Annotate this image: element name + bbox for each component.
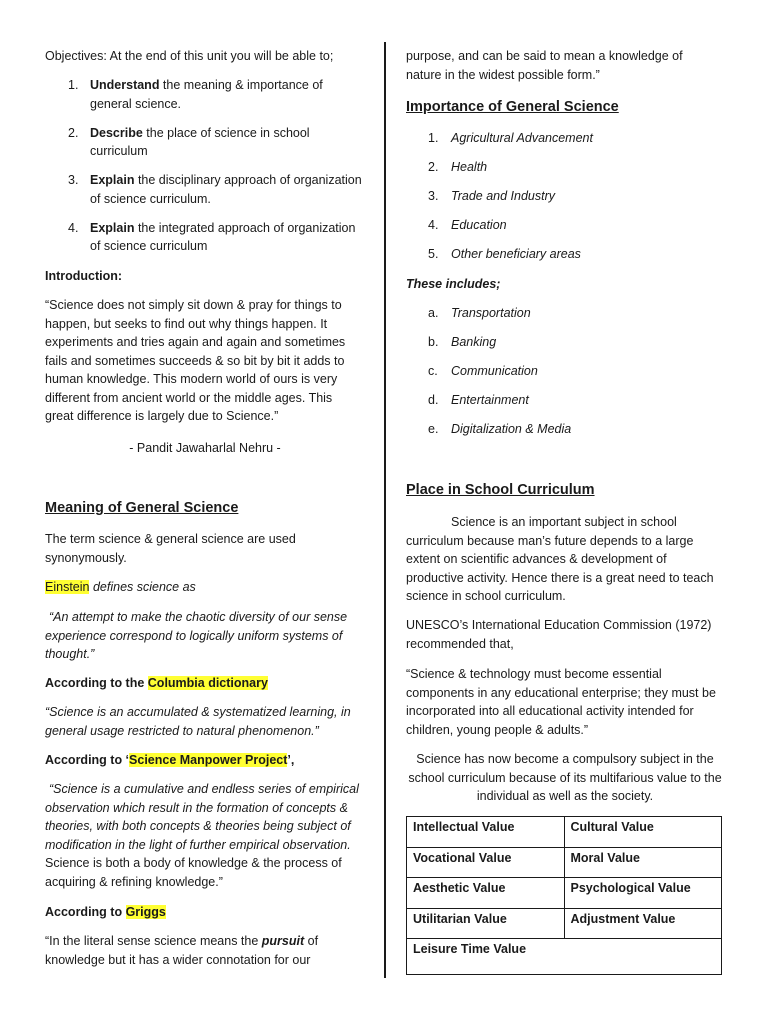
importance-item: 2. Health <box>428 160 488 174</box>
objectives-list <box>45 76 365 266</box>
introduction-heading: Introduction: <box>45 269 123 283</box>
nehru-attribution: - Pandit Jawaharlal Nehru - <box>129 441 281 455</box>
meaning-text: The term science & general science are used synonymously. <box>45 532 296 565</box>
table-row <box>407 878 722 909</box>
importance-item: 5. Other beneficiary areas <box>428 247 581 261</box>
includes-item: c. Communication <box>428 364 538 378</box>
columbia-line: According to the Columbia dictionary <box>45 676 268 690</box>
smp-line: According to ‘Science Manpower Project’, <box>45 753 295 767</box>
unesco-quote: “Science & technology must become essential components in any educational enterprise; they must be incorporated into all educational activity intended for children, young people & adults.” <box>406 667 716 737</box>
importance-list <box>406 129 726 274</box>
griggs-line: According to Griggs <box>45 905 166 919</box>
includes-item: d. Entertainment <box>428 393 529 407</box>
objectives-intro: Objectives: At the end of this unit you will be able to; <box>45 49 334 63</box>
einstein-quote: “An attempt to make the chaotic diversity of our sense experience correspond to logically uniform systems of thought.” <box>45 610 348 661</box>
table-cell: Utilitarian Value <box>407 908 565 939</box>
table-cell: Aesthetic Value <box>407 878 565 909</box>
importance-item: 3. Trade and Industry <box>428 189 555 203</box>
importance-item: 4. Education <box>428 218 507 232</box>
importance-heading: Importance of General Science <box>406 99 619 115</box>
objective-item: 4. Explain the integrated approach of organization of science curriculum <box>68 220 356 253</box>
table-row <box>407 847 722 878</box>
column-divider <box>384 42 386 978</box>
importance-item: 1. Agricultural Advancement <box>428 131 593 145</box>
table-cell: Adjustment Value <box>564 908 722 939</box>
einstein-highlight: Einstein <box>45 580 90 594</box>
includes-list <box>406 304 726 449</box>
includes-item: b. Banking <box>428 335 497 349</box>
table-cell: Moral Value <box>564 847 722 878</box>
griggs-highlight: Griggs <box>125 905 166 919</box>
table-row <box>407 817 722 848</box>
includes-heading: These includes; <box>406 277 501 291</box>
table-cell: Vocational Value <box>407 847 565 878</box>
table-row <box>407 908 722 939</box>
griggs-quote: “In the literal sense science means the pursuit of knowledge but it has a wider connotation for our <box>45 934 319 967</box>
place-heading: Place in School Curriculum <box>406 482 595 498</box>
table-cell: Leisure Time Value <box>407 939 722 975</box>
objective-item: 3. Explain the disciplinary approach of organization of science curriculum. <box>68 173 362 206</box>
columbia-quote: “Science is an accumulated & systematized learning, in general usage restricted to natural phenomenon.” <box>45 705 351 738</box>
columbia-highlight: Columbia dictionary <box>147 676 268 690</box>
smp-highlight: Science Manpower Project <box>129 753 288 767</box>
table-cell: Cultural Value <box>564 817 722 848</box>
place-paragraph: Science is an important subject in school curriculum because man’s future depends to a large extent on scientific advances & development of productive activity. Hence there is a great need to teach science in school curriculum. <box>406 515 714 603</box>
nehru-quote: “Science does not simply sit down & pray for things to happen, but seeks to find out why things happen. It experiments and tries again and again and sometimes fails and sometimes succeeds & so bit by bit it adds to human knowledge. This modern world of ours is very different from ancient world or the middle ages. This great difference is largely due to Science.” <box>45 298 346 423</box>
values-table <box>406 816 722 975</box>
includes-item: a. Transportation <box>428 306 531 320</box>
table-cell: Psychological Value <box>564 878 722 909</box>
unesco-paragraph: UNESCO’s International Education Commission (1972) recommended that, <box>406 618 712 651</box>
einstein-line: Einstein defines science as <box>45 580 196 594</box>
objective-item: 2. Describe the place of science in school curriculum <box>68 125 310 158</box>
griggs-continuation: purpose, and can be said to mean a knowledge of nature in the widest possible form.” <box>406 49 683 82</box>
compulsory-paragraph: Science has now become a compulsory subject in the school curriculum because of its multifarious value to the individual as well as the society. <box>408 752 722 803</box>
table-row <box>407 939 722 975</box>
includes-item: e. Digitalization & Media <box>428 422 572 436</box>
objective-item: 1. Understand the meaning & importance of general science. <box>68 78 323 111</box>
table-cell: Intellectual Value <box>407 817 565 848</box>
smp-quote: “Science is a cumulative and endless series of empirical observation which result in the formation of concepts & theories, with both concepts & theories being subject of modification in the light of further empirical observation. Science is both a body of knowledge & the process of acquiring & refining knowledge.” <box>45 782 359 889</box>
meaning-heading: Meaning of General Science <box>45 500 239 516</box>
